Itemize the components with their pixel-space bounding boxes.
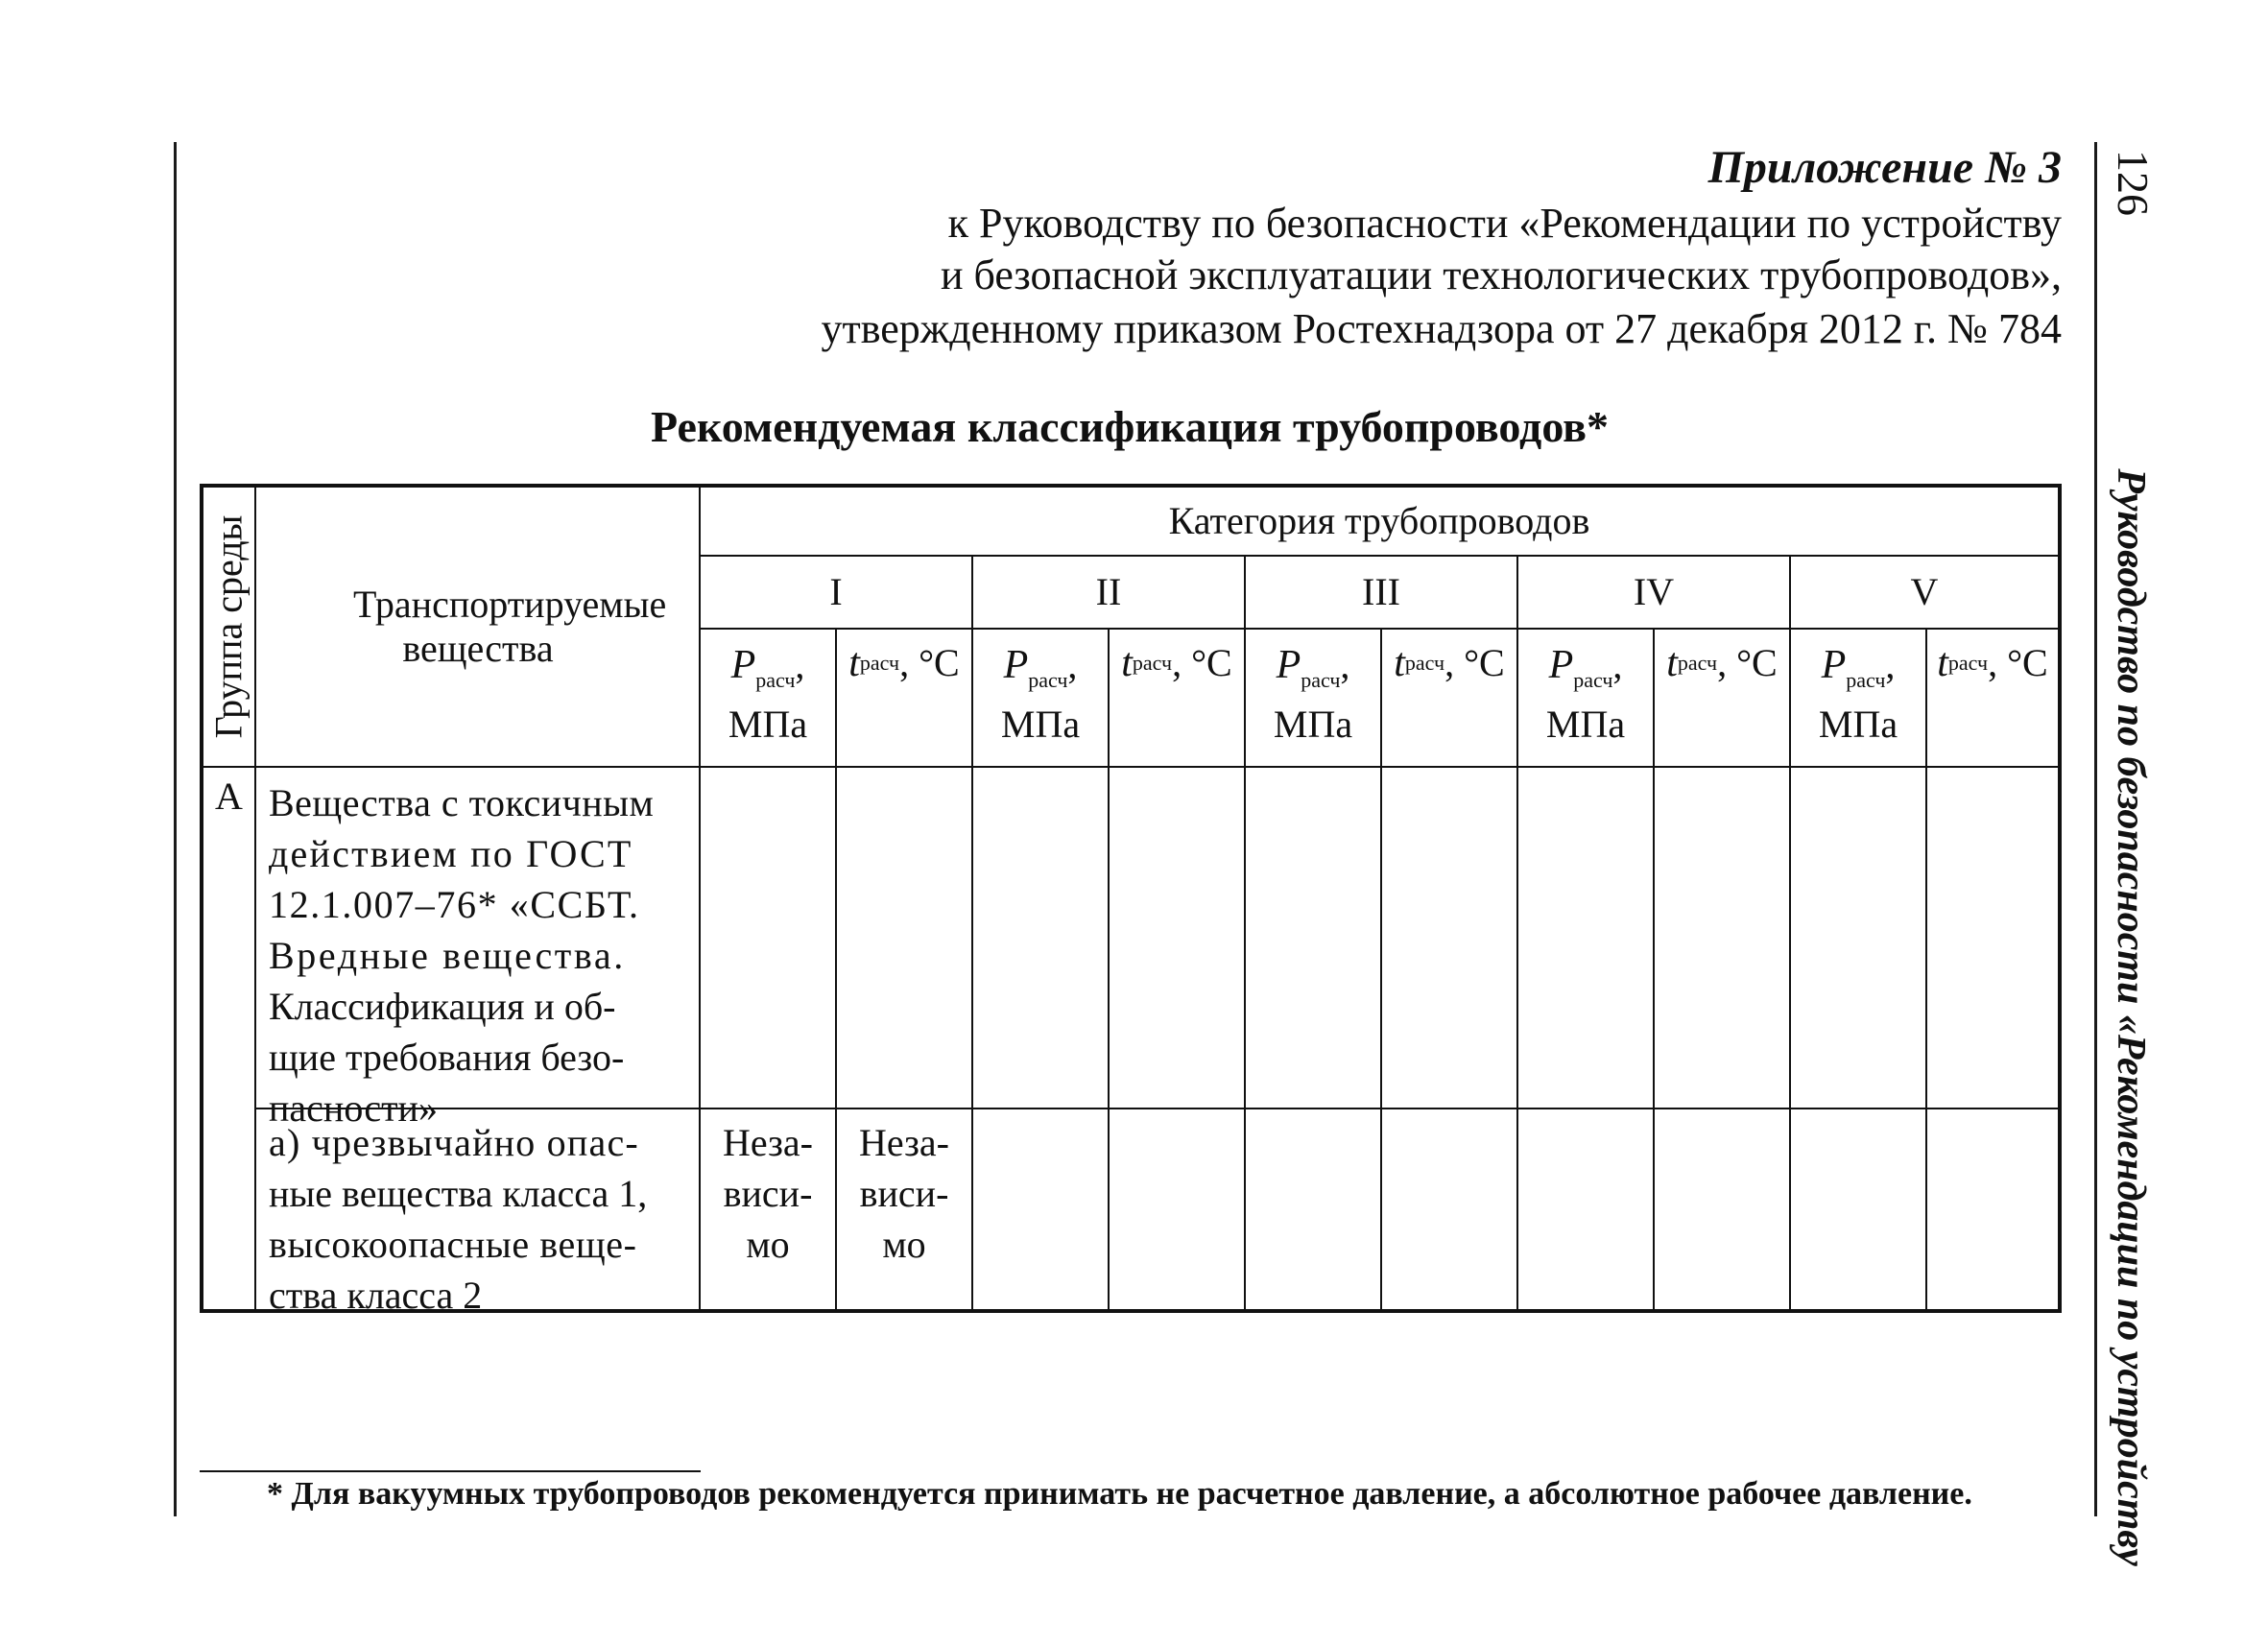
pressure-param-header: $P_{расч}$, МПа (728, 643, 808, 746)
substance-description: Вещества с токсичным действием по ГОСТ 12.1.007–76* «ССБТ. Вредные вещества. Классификация и об- щие требования безо- пасности» (269, 781, 655, 1130)
classification-table (200, 484, 2062, 1317)
substances-header: Транспортируемые вещества (353, 583, 667, 670)
temperature-param-header: t расч , °C (1666, 641, 1778, 685)
pressure-param-header: $P_{расч}$, МПа (1818, 643, 1898, 746)
running-title: Руководство по безопасности «Рекомендации по устройству (2109, 468, 2153, 1566)
category-label: IV (1633, 570, 1675, 613)
table-title: Рекомендуемая классификация трубопроводов* (650, 402, 1610, 451)
group-cell: А (215, 775, 243, 818)
left-margin-rule (174, 142, 177, 1516)
right-margin-rule (2094, 142, 2097, 1516)
header-line-3: утвержденному приказом Ростехнадзора от 27 декабря 2012 г. № 784 (821, 305, 2062, 352)
substance-description: а) чрезвычайно опас- ные вещества класса 1, высокоопасные веще- ства класса 2 (269, 1121, 648, 1317)
page-number: 126 (2108, 149, 2158, 216)
pressure-param-header: $P_{расч}$, МПа (1273, 643, 1353, 746)
pressure-value: Неза- виси- мо (722, 1121, 813, 1266)
temperature-param-header: t расч , °C (848, 641, 960, 685)
category-header: Категория трубопроводов (1168, 499, 1590, 542)
footnote-rule (200, 1470, 701, 1472)
pressure-param-header: $P_{расч}$, МПа (1545, 643, 1626, 746)
category-label: III (1362, 570, 1400, 613)
category-label: V (1910, 570, 1939, 613)
temperature-param-header: t расч , °C (1394, 641, 1505, 685)
header-line-2: и безопасной эксплуатации технологических трубопроводов», (941, 251, 2062, 298)
pressure-param-header: $P_{расч}$, МПа (1000, 643, 1081, 746)
temperature-param-header: t расч , °C (1937, 641, 2048, 685)
footnote: * Для вакуумных трубопроводов рекомендуется принимать не расчетное давление, а абсолютное рабочее давление. (267, 1476, 1972, 1512)
category-label: I (829, 570, 843, 613)
group-header: Группа среды (206, 514, 251, 739)
category-label: II (1095, 570, 1122, 613)
temperature-value: Неза- виси- мо (858, 1121, 949, 1266)
temperature-param-header: t расч , °C (1121, 641, 1232, 685)
appendix-title: Приложение № 3 (1707, 142, 2062, 193)
header-line-1: к Руководству по безопасности «Рекомендации по устройству (947, 200, 2062, 247)
